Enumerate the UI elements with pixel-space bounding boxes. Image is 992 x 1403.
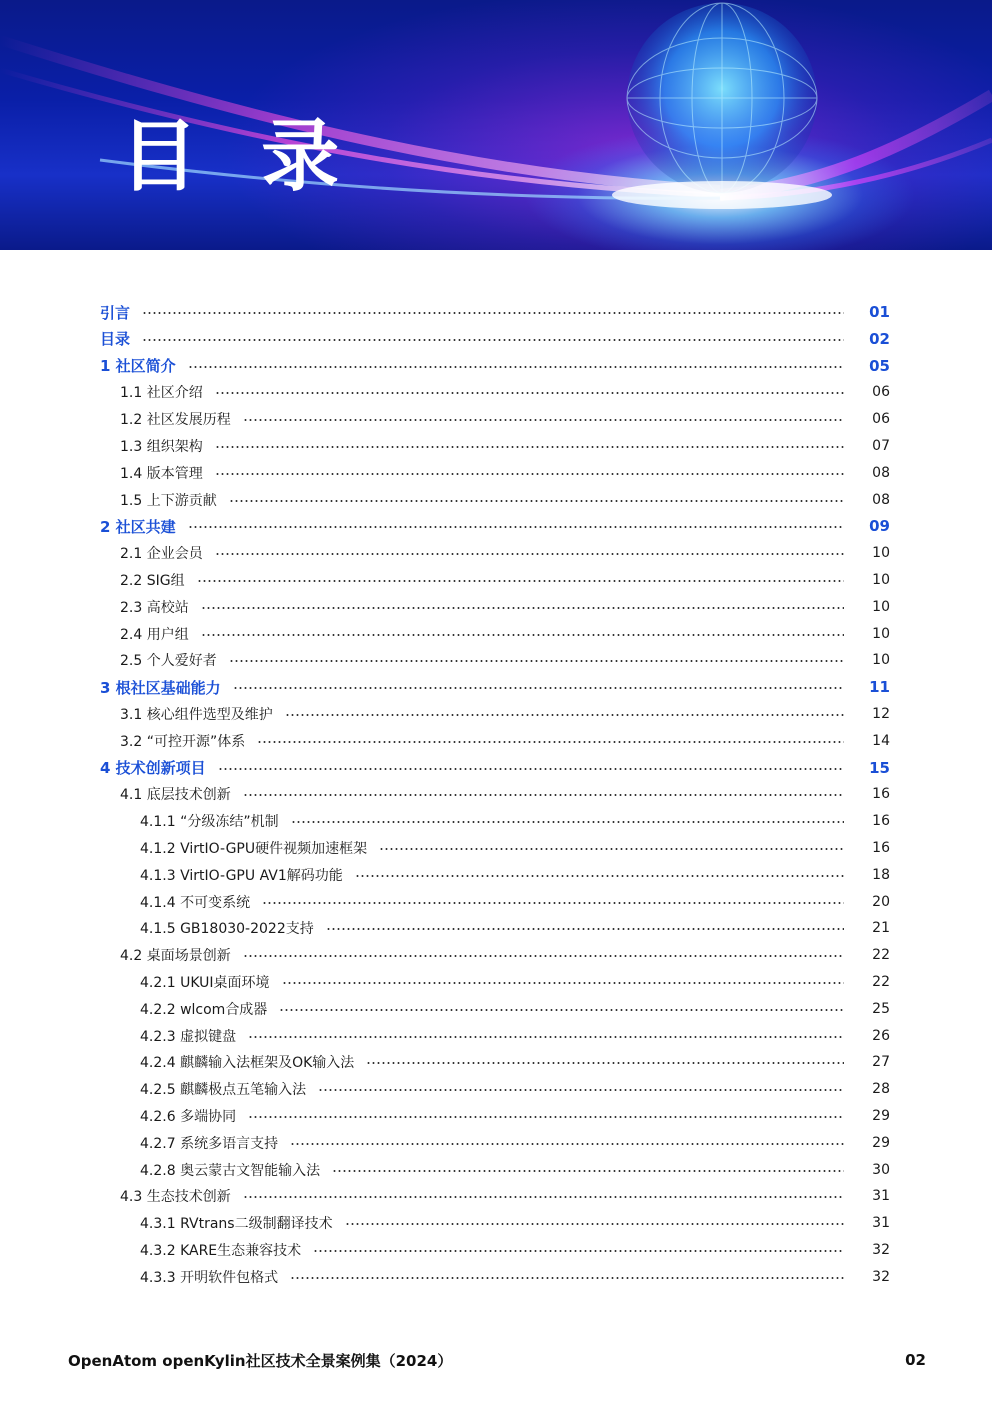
toc-entry-page: 16 (872, 840, 890, 856)
toc-entry-label: 4.2.5 麒麟极点五笔输入法 (140, 1082, 307, 1099)
dot-leader (243, 794, 844, 796)
dot-leader (243, 1196, 844, 1198)
toc-entry[interactable] (0, 1050, 992, 1074)
toc-entry-page: 22 (872, 974, 890, 990)
toc-entry-label: 4.2.2 wlcom合成器 (140, 1001, 268, 1018)
toc-entry-page: 06 (872, 411, 890, 428)
toc-entry[interactable] (0, 300, 992, 324)
toc-entry[interactable] (0, 809, 992, 833)
toc-entry-label: 2.4 用户组 (120, 626, 189, 643)
toc-entry[interactable] (0, 916, 992, 940)
dot-leader (188, 526, 844, 528)
toc-entry-page: 14 (872, 732, 890, 749)
toc-entry-label: 2.5 个人爱好者 (120, 653, 217, 670)
toc-entry-page: 10 (872, 545, 890, 562)
toc-entry[interactable] (0, 541, 992, 565)
footer-page-number: 02 (905, 1351, 926, 1369)
toc-entry[interactable] (0, 1077, 992, 1101)
toc-entry-label: 4.2.8 奥云蒙古文智能输入法 (140, 1162, 321, 1179)
toc-entry-page: 11 (869, 678, 890, 697)
toc-entry-label: 1.2 社区发展历程 (120, 412, 231, 429)
toc-entry-label: 2.2 SIG组 (120, 573, 185, 589)
toc-entry-label: 3 根社区基础能力 (100, 678, 221, 697)
toc-entry[interactable] (0, 702, 992, 726)
dot-leader (379, 848, 844, 850)
toc-entry-label: 引言 (100, 303, 131, 322)
dot-leader (215, 446, 844, 448)
toc-entry[interactable] (0, 622, 992, 646)
dot-leader (243, 955, 844, 957)
dot-leader (142, 312, 844, 314)
toc-entry-label: 4.3 生态技术创新 (120, 1189, 231, 1206)
toc-entry[interactable] (0, 1024, 992, 1048)
toc-entry[interactable] (0, 756, 992, 780)
dot-leader (142, 339, 844, 341)
toc-entry-page: 28 (872, 1081, 890, 1098)
toc-entry-label: 2 社区共建 (100, 517, 176, 536)
toc-entry[interactable] (0, 568, 992, 592)
dot-leader (326, 928, 844, 930)
toc-entry[interactable] (0, 675, 992, 699)
toc-entry-page: 26 (872, 1027, 890, 1044)
toc-entry[interactable] (0, 1184, 992, 1208)
toc-entry[interactable] (0, 327, 992, 351)
toc-entry-label: 1 社区简介 (100, 357, 176, 376)
toc-entry-page: 20 (872, 893, 890, 910)
dot-leader (282, 982, 845, 984)
toc-entry-label: 4.1.4 不可变系统 (140, 894, 251, 911)
toc-entry[interactable] (0, 407, 992, 431)
toc-entry-label: 3.2 “可控开源”体系 (120, 733, 246, 750)
toc-entry-page: 29 (872, 1134, 890, 1151)
toc-entry-label: 4.1.1 “分级冻结”机制 (140, 814, 279, 831)
toc-entry-label: 1.1 社区介绍 (120, 385, 203, 402)
toc-entry[interactable] (0, 729, 992, 753)
toc-entry-label: 目录 (100, 330, 131, 349)
toc-entry[interactable] (0, 1211, 992, 1235)
dot-leader (229, 660, 844, 662)
toc-entry-label: 2.1 企业会员 (120, 546, 203, 563)
toc-entry[interactable] (0, 380, 992, 404)
toc-entry-page: 25 (872, 1000, 890, 1017)
toc-entry-page: 22 (872, 947, 890, 964)
toc-entry[interactable] (0, 1104, 992, 1128)
dot-leader (197, 580, 844, 582)
toc-entry-label: 4.3.3 开明软件包格式 (140, 1269, 279, 1286)
toc-entry-label: 4.1.3 VirtIO-GPU AV1解码功能 (140, 867, 343, 884)
toc-entry[interactable] (0, 1265, 992, 1289)
dot-leader (201, 634, 844, 636)
toc-entry-label: 3.1 核心组件选型及维护 (120, 707, 273, 723)
dot-leader (229, 500, 844, 502)
toc-entry-label: 4.2.1 UKUI桌面环境 (140, 975, 270, 991)
header-banner (0, 0, 992, 250)
dot-leader (248, 1116, 844, 1118)
dot-leader (215, 473, 844, 475)
toc-entry-page: 08 (872, 464, 890, 481)
toc-entry-page: 07 (872, 438, 890, 454)
toc-entry-label: 4.1 底层技术创新 (120, 787, 231, 804)
toc-entry-label: 4.3.1 RVtrans二级制翻译技术 (140, 1216, 333, 1233)
dot-leader (218, 768, 844, 770)
toc-entry-label: 4.1.5 GB18030-2022支持 (140, 921, 314, 938)
dot-leader (215, 553, 844, 555)
toc-entry-label: 4.3.2 KARE生态兼容技术 (140, 1243, 302, 1259)
toc-entry-page: 01 (869, 303, 890, 321)
toc-entry-page: 10 (872, 572, 890, 588)
toc-entry[interactable] (0, 595, 992, 619)
toc-entry[interactable] (0, 648, 992, 672)
dot-leader (233, 687, 844, 689)
dot-leader (332, 1170, 844, 1172)
toc-entry-page: 21 (872, 920, 890, 937)
toc-entry-page: 29 (872, 1108, 890, 1124)
toc-entry-page: 02 (869, 329, 890, 348)
toc-entry-label: 4.2.3 虚拟键盘 (140, 1028, 237, 1045)
dot-leader (366, 1062, 844, 1064)
dot-leader (290, 1277, 844, 1279)
toc-entry[interactable] (0, 1158, 992, 1182)
toc-entry-page: 32 (872, 1242, 890, 1258)
toc-entry[interactable] (0, 514, 992, 538)
toc-entry-page: 16 (872, 786, 890, 803)
dot-leader (257, 741, 844, 743)
toc-entry[interactable] (0, 890, 992, 914)
dot-leader (355, 875, 844, 877)
toc-entry-label: 4.2 桌面场景创新 (120, 948, 231, 965)
toc-entry-page: 16 (872, 813, 890, 830)
toc-entry[interactable] (0, 488, 992, 512)
dot-leader (285, 714, 844, 716)
toc-entry-page: 30 (872, 1161, 890, 1178)
dot-leader (262, 902, 844, 904)
dot-leader (345, 1223, 844, 1225)
dot-leader (248, 1036, 844, 1038)
toc-entry-page: 10 (872, 625, 890, 642)
toc-entry-label: 4.1.2 VirtIO-GPU硬件视频加速框架 (140, 841, 368, 857)
toc-entry-label: 1.5 上下游贡献 (120, 492, 217, 509)
toc-entry-page: 15 (869, 758, 890, 777)
toc-entry-page: 06 (872, 384, 890, 401)
toc-entry-label: 4.2.6 多端协同 (140, 1109, 237, 1125)
toc-entry-page: 09 (869, 517, 890, 536)
toc-entry[interactable] (0, 461, 992, 485)
toc-entry[interactable] (0, 836, 992, 860)
toc-entry-label: 4.2.7 系统多语言支持 (140, 1135, 279, 1152)
toc-entry-page: 05 (869, 356, 890, 375)
toc-entry-page: 31 (872, 1188, 890, 1205)
toc-entry-page: 18 (872, 866, 890, 883)
dot-leader (313, 1250, 844, 1252)
dot-leader (188, 366, 844, 368)
toc-entry-page: 27 (872, 1054, 890, 1071)
toc-entry-page: 32 (872, 1268, 890, 1285)
toc-entry-page: 10 (872, 598, 890, 615)
toc-entry[interactable] (0, 943, 992, 967)
dot-leader (290, 1143, 844, 1145)
toc-entry[interactable] (0, 782, 992, 806)
toc-entry[interactable] (0, 354, 992, 378)
page-title: 目 录 (120, 112, 358, 202)
toc-entry-label: 1.3 组织架构 (120, 439, 203, 455)
toc-entry[interactable] (0, 1238, 992, 1262)
dot-leader (318, 1089, 844, 1091)
toc-entry-page: 08 (872, 491, 890, 508)
toc-entry[interactable] (0, 863, 992, 887)
dot-leader (243, 419, 844, 421)
toc-entry[interactable] (0, 997, 992, 1021)
toc-entry-label: 1.4 版本管理 (120, 465, 203, 482)
toc-entry-page: 10 (872, 652, 890, 669)
dot-leader (291, 821, 844, 823)
toc-entry-page: 12 (872, 706, 890, 722)
toc-entry-label: 4.2.4 麒麟输入法框架及OK输入法 (140, 1055, 355, 1072)
toc-entry-label: 4 技术创新项目 (100, 759, 206, 778)
publication-title: OpenAtom openKylin社区技术全景案例集（2024） (68, 1351, 453, 1370)
page-footer (68, 1348, 926, 1372)
toc-entry[interactable] (0, 434, 992, 458)
dot-leader (215, 392, 844, 394)
toc-entry[interactable] (0, 970, 992, 994)
dot-leader (279, 1009, 844, 1011)
dot-leader (201, 607, 844, 609)
toc-entry-label: 2.3 高校站 (120, 599, 189, 616)
toc-entry-page: 31 (872, 1215, 890, 1232)
toc-entry[interactable] (0, 1131, 992, 1155)
